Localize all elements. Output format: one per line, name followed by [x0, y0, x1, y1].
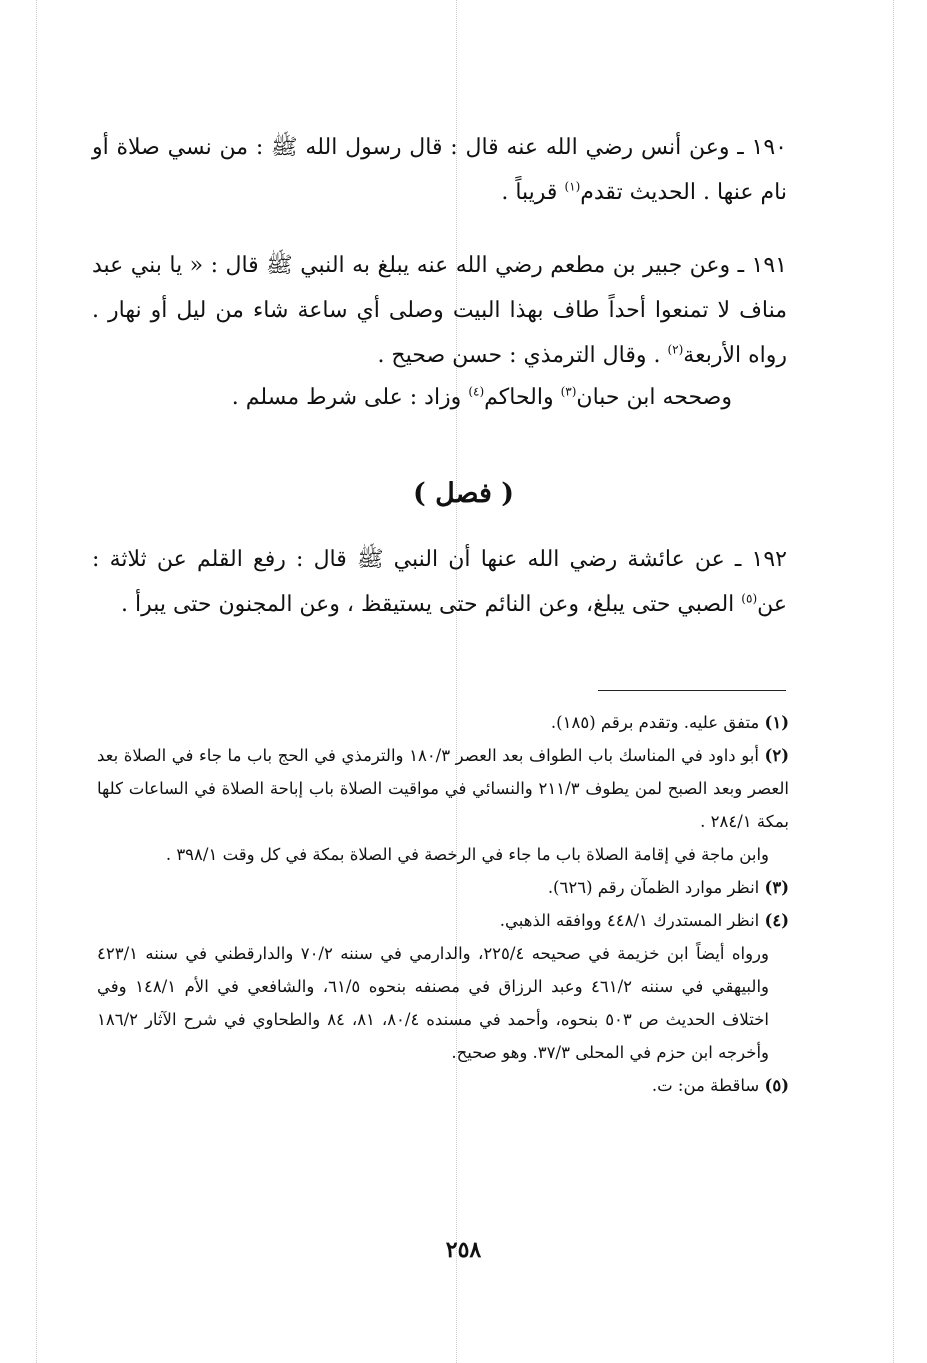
hadith-191-line2-c: وزاد : على شرط مسلم . — [231, 385, 469, 410]
hadith-191-text-end: . وقال الترمذي : حسن صحيح . — [377, 343, 668, 368]
footnote-ref: (٢) — [667, 342, 684, 357]
footnote — [97, 871, 789, 904]
hadith-191-line2-b: والحاكم — [484, 385, 561, 410]
footnote-continuation — [97, 937, 789, 1069]
hadith-191-text: ١٩١ ـ وعن جبير بن مطعم رضي الله عنه يبلغ به النبي ﷺ قال : « يا بني عبد مناف لا تمنعوا أحداً طاف بهذا البيت وصلى أي ساعة شاء من ليل أو نهار . رواه الأربعة — [92, 253, 787, 368]
footnote-ref: (٤) — [468, 384, 485, 399]
footnote-ref: (٥) — [741, 591, 758, 606]
hadith-192-text: ١٩٢ ـ عن عائشة رضي الله عنها أن النبي ﷺ قال : رفع القلم عن ثلاثة : عن — [92, 547, 787, 617]
footnote-text: انظر المستدرك ٤٤٨/١ ووافقه الذهبي. — [499, 911, 765, 930]
section-heading: ( فصل ) — [412, 478, 515, 509]
footnote-number: (٣) — [764, 878, 789, 897]
footnote-number: (٥) — [764, 1076, 789, 1095]
hadith-190-text-end: قريباً . — [501, 180, 565, 205]
footnote-text: متفق عليه. وتقدم برقم (١٨٥). — [550, 713, 765, 732]
footnote-continuation — [97, 838, 789, 871]
footnote — [97, 904, 789, 937]
scan-dotted-line — [893, 0, 894, 1363]
footnote — [97, 739, 789, 838]
hadith-191 — [92, 243, 787, 378]
scan-dotted-line — [36, 0, 37, 1363]
footnotes — [97, 706, 789, 1102]
footnote-text: ساقطة من: ت. — [651, 1076, 765, 1095]
footnote-text: انظر موارد الظمآن رقم (٦٢٦). — [547, 878, 765, 897]
hadith-192 — [92, 537, 787, 627]
hadith-191-line2-a: وصححه ابن حبان — [576, 385, 732, 410]
hadith-192-text-end: الصبي حتى يبلغ، وعن النائم حتى يستيقظ ، وعن المجنون حتى يبرأ . — [120, 592, 742, 617]
footnote-ref: (٣) — [560, 384, 577, 399]
footnote-separator — [598, 690, 786, 691]
hadith-190 — [92, 125, 787, 215]
hadith-191-continuation — [92, 375, 732, 420]
footnote-text: وابن ماجة في إقامة الصلاة باب ما جاء في الرخصة في الصلاة بمكة في كل وقت ٣٩٨/١ . — [165, 845, 769, 864]
footnote-text: أبو داود في المناسك باب الطواف بعد العصر ١٨٠/٣ والترمذي في الحج باب ما جاء في الصلاة بعد العصر وبعد الصبح لمن يطوف ٢١١/٣ والنسائي في مواقيت الصلاة باب إباحة الصلاة في الساعات كلها بمكة ٢٨٤/١ . — [97, 746, 789, 831]
footnote-ref: (١) — [564, 179, 581, 194]
page-number: ٢٥٨ — [445, 1237, 482, 1263]
hadith-190-text: ١٩٠ ـ وعن أنس رضي الله عنه قال : قال رسول الله ﷺ : من نسي صلاة أو نام عنها . الحديث تقدم — [92, 135, 787, 205]
footnote — [97, 706, 789, 739]
footnote-number: (٤) — [764, 911, 789, 930]
footnote — [97, 1069, 789, 1102]
footnote-number: (١) — [764, 713, 789, 732]
footnote-number: (٢) — [764, 746, 789, 765]
footnote-text: ورواه أيضاً ابن خزيمة في صحيحه ٢٢٥/٤، والدارمي في سننه ٧٠/٢ والدارقطني في سننه ٤٢٣/١ والبيهقي في سننه ٤٦١/٢ وعبد الرزاق في مصنفه بنحوه ٦١/٥، والشافعي في الأم ١٤٨/١ وفي اختلاف الحديث ص ٥٠٣ بنحوه، وأحمد في مسنده ٨٠/٤، ٨١، ٨٤ والطحاوي في شرح الآثار ١٨٦/٢ وأخرجه ابن حزم في المحلى ٣٧/٣. وهو صحيح. — [97, 944, 769, 1062]
